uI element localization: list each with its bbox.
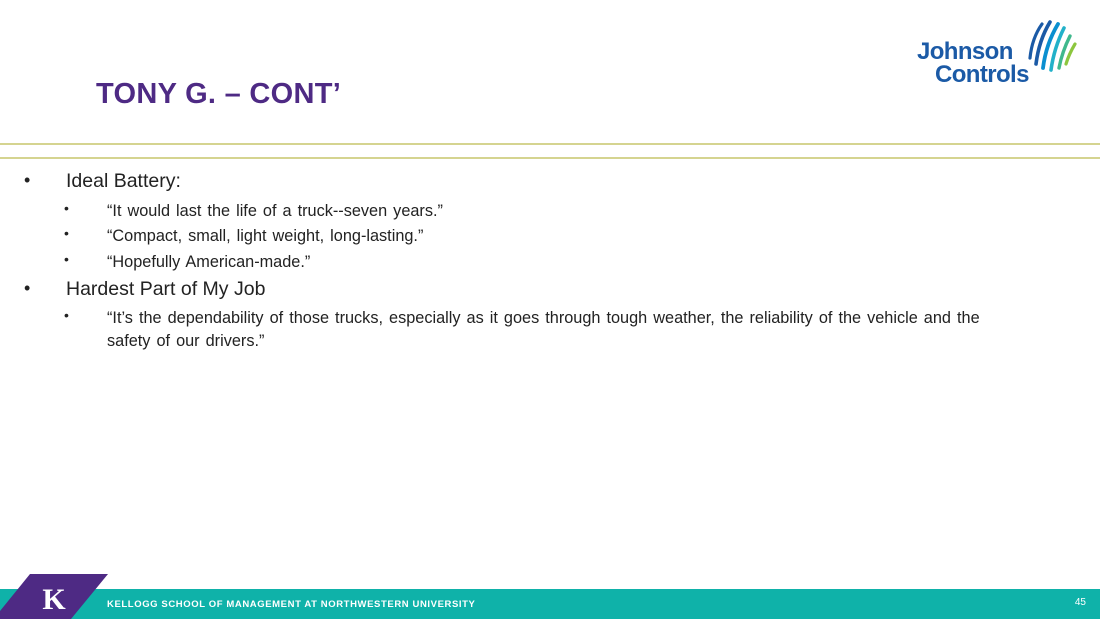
- sub-bullet-glyph: •: [64, 200, 69, 216]
- sub-bullet-glyph: •: [64, 251, 69, 267]
- johnson-controls-globe-icon: [1024, 18, 1080, 74]
- kellogg-k-letter: K: [42, 583, 66, 616]
- footer-bar: [0, 589, 1100, 619]
- johnson-controls-logo: [914, 18, 1084, 98]
- sub-bullet-text: “Compact, small, light weight, long-lasting.”: [107, 227, 424, 245]
- header-divider-top: [0, 143, 1100, 145]
- footer-school-name: KELLOGG SCHOOL OF MANAGEMENT AT NORTHWESTERN UNIVERSITY: [107, 599, 476, 610]
- bullet-glyph: •: [24, 278, 31, 298]
- page-number: 45: [1074, 597, 1086, 608]
- header-divider-bottom: [0, 157, 1100, 159]
- sub-bullet-glyph: •: [64, 225, 69, 241]
- sub-bullet-text: “Hopefully American-made.”: [107, 253, 311, 271]
- bullet-text: Hardest Part of My Job: [66, 278, 266, 300]
- logo-wordmark: [917, 40, 1029, 86]
- sub-bullet-glyph: •: [64, 307, 69, 323]
- logo-line-2: Controls: [935, 61, 1029, 88]
- bullet-text: Ideal Battery:: [66, 170, 181, 192]
- kellogg-k-logo: [0, 574, 108, 619]
- logo-line-1: Johnson: [917, 38, 1013, 65]
- sub-bullet-text: “It would last the life of a truck--seven years.”: [107, 202, 443, 220]
- bullet-glyph: •: [24, 170, 31, 190]
- sub-bullet-text: “It’s the dependability of those trucks, especially as it goes through tough weather, the reliability of the vehicle and the safety of our drivers.”: [107, 309, 980, 350]
- slide-title: TONY G. – CONT’: [96, 78, 342, 110]
